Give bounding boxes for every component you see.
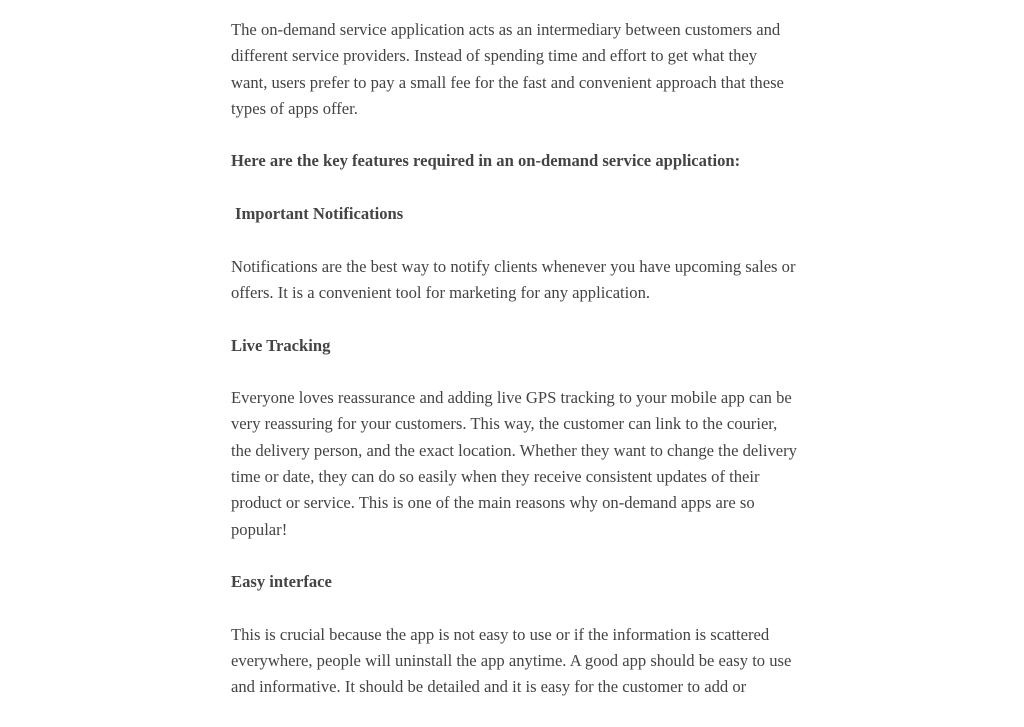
section-heading-notifications: Important Notifications [235,204,404,224]
section-heading-easy-interface: Easy interface [231,572,332,592]
intro-paragraph: The on-demand service application acts as an intermediary between customers and different service providers. Instead of spending time and effort to get what they want, users prefer to pay a small fee for the fast and convenient approach that these types of apps offer. [231,20,784,118]
section-body-live-tracking: Everyone loves reassurance and adding live GPS tracking to your mobile app can be very reassuring for your customers. This way, the customer can link to the courier, the delivery person, and the exact location. Whether they want to change the delivery time or date, they can do so easily when they receive consistent updates of their product or service. This is one of the main reasons why on-demand apps are so popular! [231,388,797,539]
article-body [231,17,797,727]
section-body-notifications: Notifications are the best way to notify clients whenever you have upcoming sales or offers. It is a convenient tool for marketing for any application. [231,256,796,302]
features-heading: Here are the key features required in an on-demand service application: [231,151,741,171]
section-body-easy-interface: This is crucial because the app is not easy to use or if the information is scattered everywhere, people will uninstall the app anytime. A good app should be easy to use and informative. It should be detailed and it is easy for the customer to add or [231,624,792,697]
section-heading-live-tracking: Live Tracking [231,335,331,355]
